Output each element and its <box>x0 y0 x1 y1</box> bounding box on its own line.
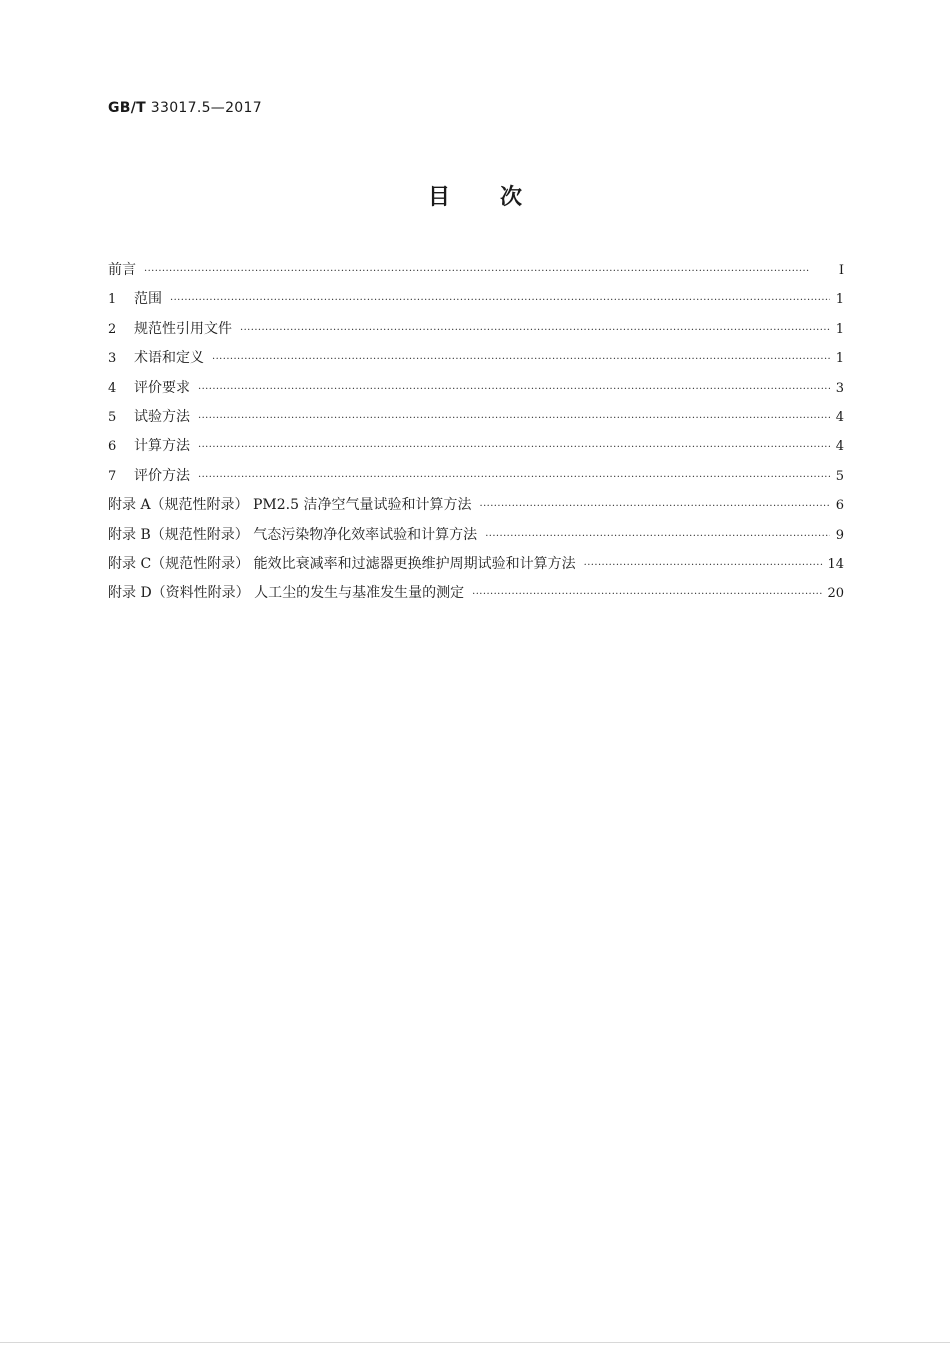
toc-page-number: 20 <box>827 586 844 602</box>
toc-leader-dots <box>584 560 824 571</box>
toc-label: 附录 B（规范性附录） 气态污染物净化效率试验和计算方法 <box>108 526 478 543</box>
toc-section-number: 4 <box>108 380 117 396</box>
toc-page-number: 1 <box>835 292 844 308</box>
standard-code <box>108 100 262 116</box>
toc-leader-dots <box>240 325 830 336</box>
toc-entry-1[interactable] <box>108 288 844 317</box>
toc-title: 目次 <box>427 185 572 210</box>
toc-leader-dots <box>212 354 830 365</box>
standard-number: 33017.5—2017 <box>146 100 262 116</box>
toc-page-number: 1 <box>835 321 844 337</box>
toc-leader-dots <box>485 531 830 542</box>
toc-page-number: 4 <box>835 439 844 455</box>
toc-page-number: 14 <box>827 556 844 572</box>
toc-section-number: 5 <box>108 409 117 425</box>
toc-entry-2[interactable] <box>108 318 844 347</box>
toc-entry-7[interactable] <box>108 465 844 494</box>
toc-label: 评价方法 <box>134 467 190 484</box>
toc-section-number: 2 <box>108 321 117 337</box>
standard-prefix: GB/T <box>108 100 147 116</box>
toc-label: 术语和定义 <box>134 350 204 367</box>
toc-leader-dots <box>198 384 830 395</box>
toc-section-number: 7 <box>108 468 117 484</box>
toc-leader-dots <box>472 589 823 600</box>
toc-label: 评价要求 <box>134 379 190 396</box>
toc-page-number: 1 <box>835 351 844 367</box>
toc-page-number: 9 <box>835 527 844 543</box>
toc-section-number: 1 <box>108 292 117 308</box>
toc-label: 计算方法 <box>134 438 190 455</box>
toc-label: 试验方法 <box>134 408 190 425</box>
toc-leader-dots <box>144 266 830 277</box>
toc-page-number: 5 <box>835 468 844 484</box>
toc-page-number: 6 <box>835 498 844 514</box>
toc-label: 附录 D（资料性附录） 人工尘的发生与基准发生量的测定 <box>108 585 465 602</box>
toc-entry-annex-c[interactable] <box>108 553 844 582</box>
toc-label: 范围 <box>134 291 162 308</box>
toc-page-number: 3 <box>835 380 844 396</box>
toc-label: 前言 <box>108 262 136 278</box>
toc-leader-dots <box>198 413 830 424</box>
toc-entry-annex-d[interactable] <box>108 582 844 611</box>
toc-entry-3[interactable] <box>108 347 844 376</box>
toc-leader-dots <box>479 501 830 512</box>
toc-entry-annex-b[interactable] <box>108 524 844 553</box>
toc-entry-annex-a[interactable] <box>108 494 844 523</box>
toc-label: 附录 A（规范性附录） PM2.5 洁净空气量试验和计算方法 <box>108 497 472 514</box>
toc-leader-dots <box>198 442 830 453</box>
toc-entry-6[interactable] <box>108 435 844 464</box>
page-bottom-edge <box>0 1342 950 1343</box>
toc-entry-4[interactable] <box>108 377 844 406</box>
toc-leader-dots <box>198 472 830 483</box>
toc-page-number: 4 <box>835 409 844 425</box>
table-of-contents <box>108 259 844 612</box>
toc-page-number: Ⅰ <box>838 263 844 278</box>
toc-leader-dots <box>170 295 830 306</box>
toc-label: 规范性引用文件 <box>134 320 232 337</box>
toc-section-number: 3 <box>108 351 117 367</box>
toc-label: 附录 C（规范性附录） 能效比衰减率和过滤器更换维护周期试验和计算方法 <box>108 555 576 572</box>
toc-section-number: 6 <box>108 439 117 455</box>
toc-entry-preface[interactable] <box>108 259 844 288</box>
toc-entry-5[interactable] <box>108 406 844 435</box>
